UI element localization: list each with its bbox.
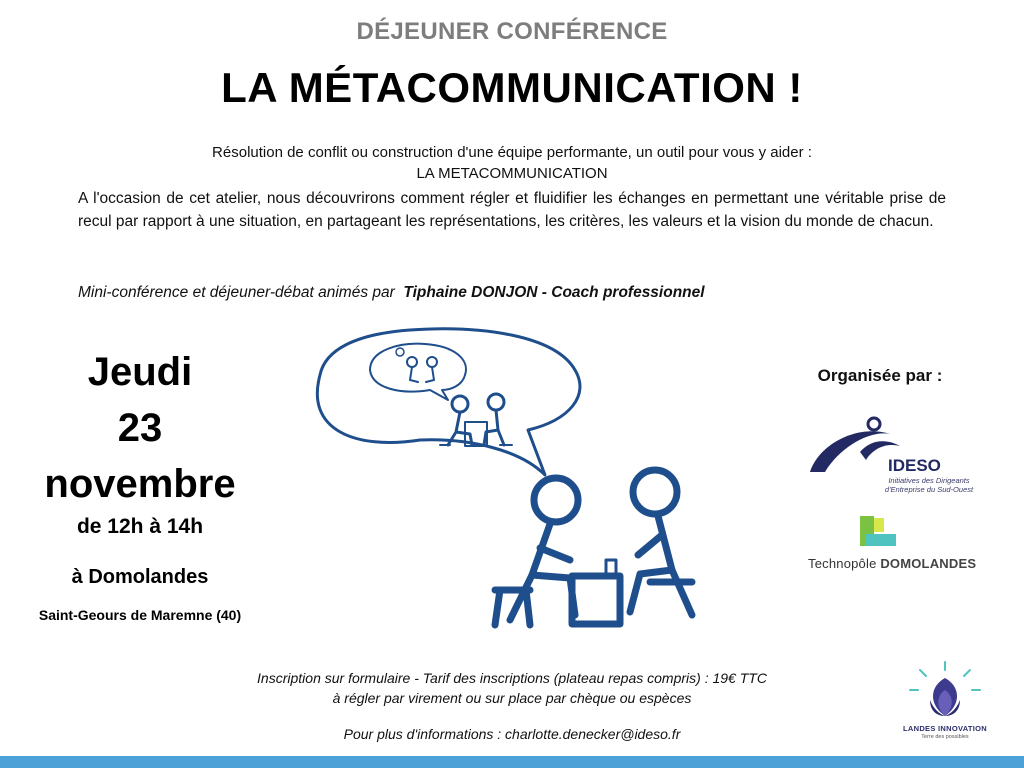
event-venue: à Domolandes [71, 566, 209, 588]
bottom-bar [0, 756, 1024, 768]
conversation-illustration [300, 320, 720, 650]
speaker-prefix: Mini-conférence et déjeuner-débat animés par [78, 284, 395, 301]
landes-tagline: Terre des possibles [921, 734, 969, 740]
technopole-prefix: Technopôle [808, 556, 877, 571]
event-time: de 12h à 14h [76, 515, 204, 538]
event-day: Jeudi [87, 350, 193, 394]
ideso-name: IDESO [888, 456, 941, 475]
page-title: LA MÉTACOMMUNICATION ! [221, 64, 803, 111]
event-city: Saint-Geours de Maremne (40) [38, 607, 242, 623]
registration-line-1: Inscription sur formulaire - Tarif des inscriptions (plateau repas compris) : 19€ TTC [257, 670, 767, 686]
technopole-name [808, 556, 976, 571]
landes-innovation-logo [890, 660, 1000, 740]
registration-info [150, 668, 874, 708]
event-date-number: 23 [117, 406, 163, 450]
speaker-line [78, 284, 978, 302]
artichoke-icon [890, 660, 1000, 722]
intro-text [70, 142, 954, 184]
contact-info: Pour plus d'informations : charlotte.denecker@ideso.fr [343, 726, 681, 742]
technopole-logo [800, 512, 977, 572]
event-date-block [20, 344, 260, 623]
intro-line-2: LA METACOMMUNICATION [416, 165, 608, 182]
ideso-tagline: Initiatives des Dirigeants d'Entreprise du Sud-Ouest [884, 476, 974, 494]
technopole-domolandes: DOMOLANDES [880, 556, 977, 571]
ideso-swoosh-icon [800, 412, 970, 472]
ideso-logo [800, 412, 974, 502]
event-month: novembre [44, 462, 236, 506]
event-kicker: DÉJEUNER CONFÉRENCE [356, 18, 668, 45]
intro-line-1: Résolution de conflit ou construction d'une équipe performante, un outil pour vous y aider : [212, 144, 812, 161]
speaker-name: Tiphaine DONJON - Coach professionnel [403, 284, 705, 301]
landes-name: LANDES INNOVATION [903, 724, 987, 733]
registration-line-2: à régler par virement ou sur place par chèque ou espèces [332, 690, 692, 706]
organizers-label: Organisée par : [817, 366, 943, 385]
description-paragraph: A l'occasion de cet atelier, nous découvrirons comment régler et fluidifier les échanges en permettant une véritable prise de recul par rapport à une situation, en partageant les représentations, les critères, les valeurs et la vision du monde de chacun. [78, 190, 946, 230]
technopole-mark-icon [800, 512, 970, 554]
